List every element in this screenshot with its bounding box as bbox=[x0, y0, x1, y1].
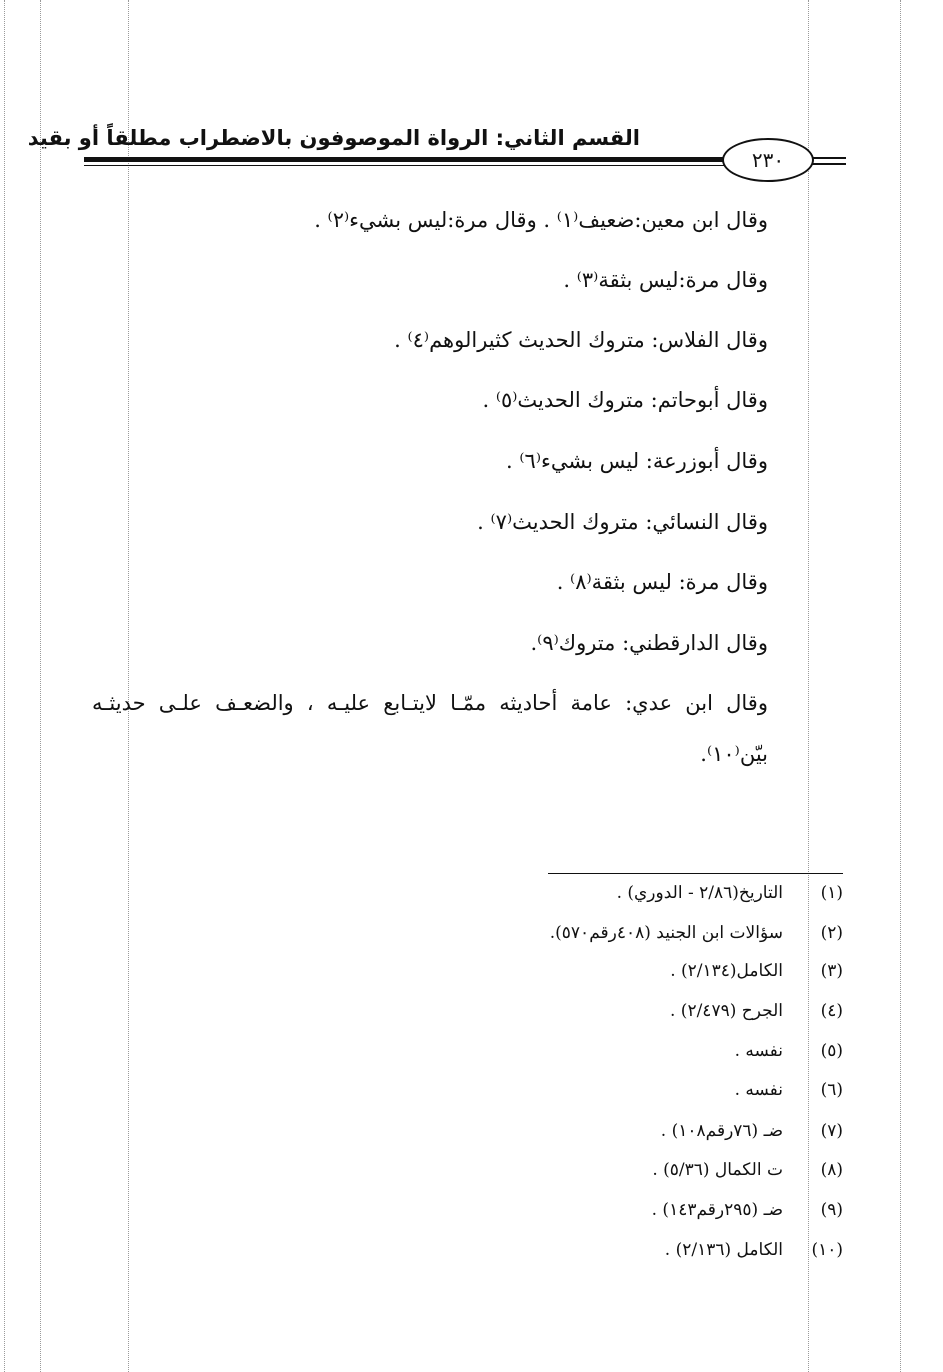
scan-guide-line bbox=[900, 0, 901, 1372]
footnote bbox=[617, 880, 843, 906]
footnote-text: نفسه . bbox=[734, 1080, 783, 1100]
body-line: وقال مرة: ليس بثقة⁽٨⁾ . bbox=[556, 570, 768, 594]
footnote bbox=[665, 1237, 843, 1263]
footnote-number: (٦) bbox=[820, 1080, 843, 1100]
footnote bbox=[652, 1157, 843, 1183]
footnote bbox=[661, 1118, 843, 1144]
body-line: وقال مرة:ليس بثقة⁽٣⁾ . bbox=[563, 268, 768, 292]
body-line: وقال أبوزرعة: ليس بشيء⁽٦⁾ . bbox=[506, 449, 768, 473]
body-line: وقال ابن معين:ضعيف⁽١⁾ . وقال مرة:ليس بشيء⁽٢⁾ . bbox=[314, 208, 768, 232]
footnote bbox=[670, 958, 843, 984]
body-line: وقال النسائي: متروك الحديث⁽٧⁾ . bbox=[477, 510, 768, 534]
header-rule-right bbox=[810, 157, 846, 159]
footnote-number: (٥) bbox=[820, 1041, 843, 1061]
running-header-title: القسم الثاني: الرواة الموصوفون بالاضطراب مطلقاً أو بقيد bbox=[27, 126, 640, 150]
footnote-text: الكامل(٢/١٣٤) . bbox=[670, 961, 783, 981]
body-line: وقال أبوحاتم: متروك الحديث⁽٥⁾ . bbox=[482, 388, 768, 412]
footnote-number: (٩) bbox=[820, 1200, 843, 1220]
footnote-number: (٨) bbox=[820, 1160, 843, 1180]
footnote-number: (٧) bbox=[820, 1121, 843, 1141]
footnote-text: ضـ (٢٩٥رقم١٤٣) . bbox=[651, 1200, 783, 1220]
footnote-text: ت الكمال (٥/٣٦) . bbox=[652, 1160, 783, 1180]
page-number: ٢٣٠ bbox=[751, 148, 785, 172]
header-rule bbox=[84, 157, 724, 162]
footnote-number: (١٠) bbox=[811, 1240, 843, 1260]
footnote-text: نفسه . bbox=[734, 1041, 783, 1061]
page-number-badge bbox=[722, 138, 814, 182]
footnote bbox=[670, 998, 843, 1024]
footnote bbox=[735, 1038, 843, 1064]
footnote bbox=[735, 1077, 843, 1103]
footnote-separator bbox=[548, 873, 843, 874]
footnote bbox=[652, 1197, 843, 1223]
header-rule-right bbox=[810, 163, 846, 165]
footnote-text: سؤالات ابن الجنيد (٤٠٨رقم٥٧٠). bbox=[549, 923, 783, 943]
body-line: وقال الفلاس: متروك الحديث كثيرالوهم⁽٤⁾ . bbox=[394, 328, 768, 352]
body-paragraph-line: وقال ابن عدي: عامة أحاديثه ممّـا لايتـابع عليـه ، والضعـف علـى حديثـه bbox=[92, 691, 768, 715]
footnote-text: التاريخ(٢/٨٦ - الدوري) . bbox=[616, 883, 783, 903]
footnote-number: (١) bbox=[820, 883, 843, 903]
footnote-text: الكامل (٢/١٣٦) . bbox=[664, 1240, 783, 1260]
footnote-number: (٣) bbox=[820, 961, 843, 981]
body-line: وقال الدارقطني: متروك⁽٩⁾. bbox=[530, 631, 768, 655]
footnote-number: (٢) bbox=[820, 923, 843, 943]
scan-guide-line bbox=[4, 0, 5, 1372]
footnote-text: الجرح (٢/٤٧٩) . bbox=[670, 1001, 783, 1021]
footnote bbox=[550, 920, 843, 946]
body-paragraph-line: بيّن⁽١٠⁾. bbox=[700, 742, 768, 766]
scan-guide-line bbox=[128, 0, 129, 1372]
footnote-text: ضـ (٧٦رقم١٠٨) . bbox=[660, 1121, 783, 1141]
header-rule-thin bbox=[84, 165, 724, 166]
footnote-number: (٤) bbox=[820, 1001, 843, 1021]
scan-guide-line bbox=[40, 0, 41, 1372]
